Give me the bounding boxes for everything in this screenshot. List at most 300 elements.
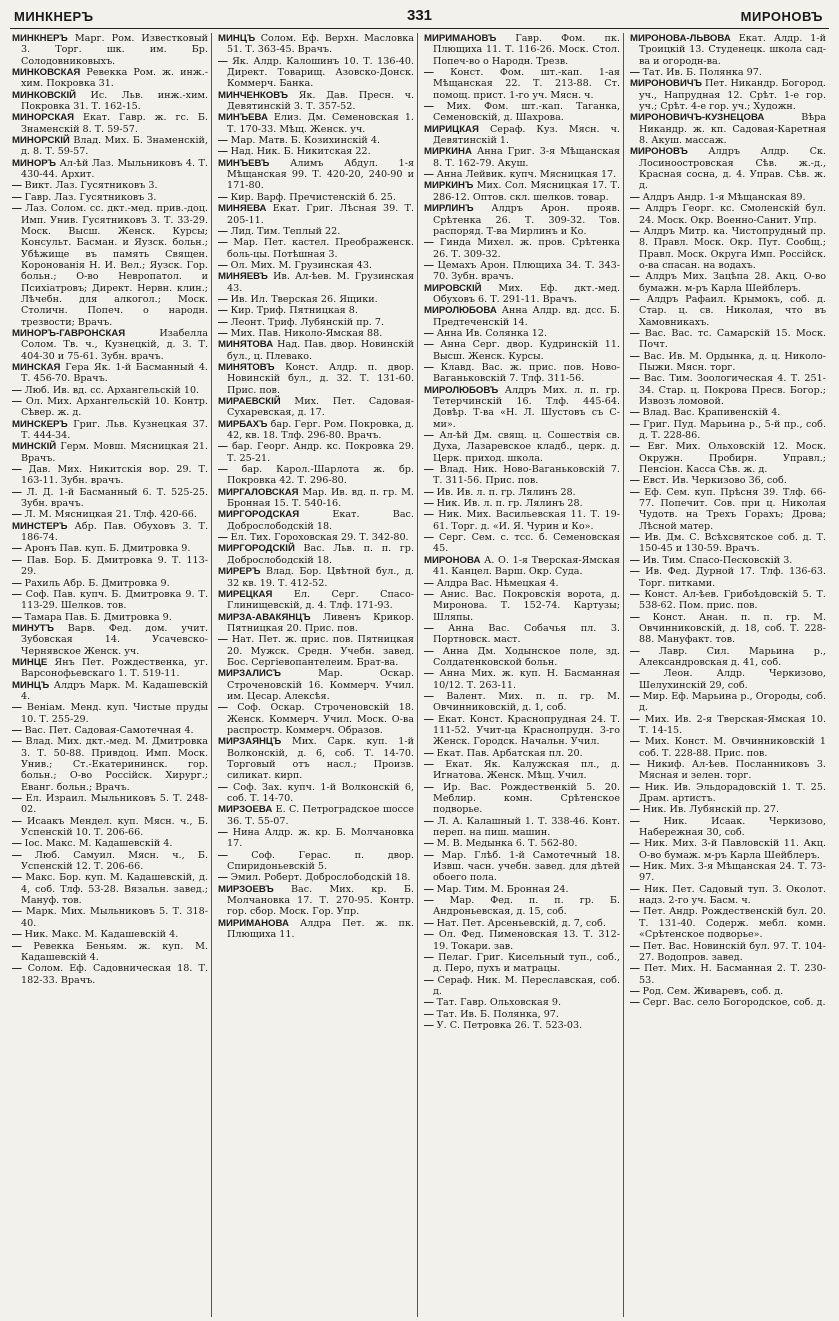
entry-details: Лид. Тим. Теплый 22.: [230, 225, 341, 237]
entry-surname: —: [630, 67, 640, 79]
entry-details: Влад. Мих. Б. Знаменскій, д. 8. Т. 59-57.: [21, 135, 208, 158]
entry-surname: —: [12, 793, 22, 805]
directory-entry: [218, 872, 414, 883]
directory-entry: [630, 838, 826, 861]
entry-details: Серг. Сем. с. тсс. б. Семеновская 45.: [433, 532, 620, 555]
entry-surname: —: [630, 327, 640, 339]
entry-surname: —: [424, 974, 434, 986]
directory-entry: [424, 385, 620, 430]
entry-surname: МИРОВСКІЙ: [424, 282, 482, 294]
entry-details: Екат. Гавр. ж. гс. Б. Знаменскій 8. Т. 59-57.: [21, 112, 208, 135]
entry-surname: —: [218, 441, 228, 453]
entry-surname: —: [12, 180, 22, 192]
entry-details: Ник. Мих. 3-я Мѣщанская 24. Т. 73-97.: [639, 861, 826, 884]
directory-entry: [424, 339, 620, 362]
directory-entry: [630, 419, 826, 442]
entry-details: Пет. Мих. Н. Басманная 2. Т. 230-53.: [639, 963, 826, 986]
directory-entry: [630, 33, 826, 67]
entry-details: Ел. Серг. Спасо-Глинищевскій, д. 4. Тлф. 171-93.: [227, 588, 414, 612]
entry-surname: МИНЯТОВА: [218, 339, 274, 351]
entry-surname: —: [630, 906, 640, 918]
entry-surname: —: [424, 929, 434, 941]
directory-entry: [218, 918, 414, 941]
entry-details: Алдръ Рафаил. Крымокъ, соб. д. Стар. ц. св. Николая, что въ Хамовникахъ.: [639, 293, 826, 328]
entry-details: Алдръ Арон. прояв. Срѣтенка 26. Т. 309-32. Тов. распоряд. Т-ва Мирлинъ и Ко.: [433, 203, 620, 237]
directory-entry: [218, 237, 414, 260]
entry-surname: МИРЗАЛИСЪ: [218, 668, 281, 680]
directory-entry: [12, 112, 208, 135]
directory-entry: [218, 566, 414, 589]
directory-entry: [424, 691, 620, 714]
entry-surname: МИРИЦКАЯ: [424, 123, 479, 135]
entry-surname: —: [630, 225, 640, 237]
entry-details: Анна Дм. Ходынское поле, зд. Солдатенковской больн.: [433, 645, 620, 668]
entry-surname: —: [218, 464, 228, 476]
directory-entry: [630, 566, 826, 589]
entry-surname: —: [218, 259, 228, 271]
entry-surname: МИРИМАНОВА: [218, 917, 289, 929]
directory-entry: [218, 441, 414, 464]
entry-surname: МИНЧЕНКОВЪ: [218, 89, 288, 101]
directory-entry: [630, 589, 826, 612]
entry-details: Аронъ Пав. куп. Б. Дмитровка 9.: [24, 543, 191, 555]
directory-entry: [424, 952, 620, 975]
entry-surname: —: [12, 396, 22, 407]
entry-surname: —: [424, 645, 434, 657]
entry-surname: —: [424, 101, 434, 113]
entry-details: Анна Серг. двор. Кудринскій 11. Высш. Женск. Курсы.: [433, 339, 620, 362]
entry-details: Мих. Пет. Садовая-Сухаревская, д. 17.: [227, 396, 414, 419]
entry-details: Ив. Ил. Тверская 26. Ящики.: [230, 293, 378, 305]
entry-details: Мар. Глѣб. 1-й Самотечный 18. Извш. часн. учебн. завед. для дѣтей обоего пола.: [433, 849, 620, 884]
entry-details: Ник. Мих. Васильевская 11. Т. 19-61. Торг. д. «И. Я. Чурин и Ко».: [433, 509, 620, 532]
directory-entry: [424, 589, 620, 623]
entry-details: Вас. Мих. кр. Б. Молчановка 17. Т. 270-95. Контр. гор. сбор. Моск. Гор. Упр.: [227, 883, 414, 918]
entry-surname: —: [630, 883, 640, 895]
entry-details: Екат. Алдр. 1-й Троицкій 13. Студенецк. школа сад-ва и огородн-ва.: [639, 33, 826, 67]
entry-details: Ал-ѣй Лаз. Мыльниковъ 4. Т. 430-44. Архит.: [21, 157, 208, 181]
entry-details: Макс. Бор. куп. М. Кадашевскій, д. 4, соб. Тлф. 53-28. Вязальн. завед.; Мануф. тов.: [21, 872, 208, 907]
directory-entry: [630, 861, 826, 884]
entry-surname: МИРГАЛОВСКАЯ: [218, 486, 299, 498]
directory-entry: [630, 351, 826, 374]
entry-surname: МИРЕРЪ: [218, 566, 261, 578]
directory-entry: [12, 90, 208, 113]
entry-surname: МИРЗАЯНЦЪ: [218, 736, 282, 748]
entry-surname: —: [12, 702, 22, 714]
entry-surname: —: [424, 997, 434, 1009]
entry-surname: —: [630, 441, 640, 453]
entry-details: Алдръ Мих. л. п. гр. Тетерчинскій 16. Тлф. 445-64. Довѣр. Т-ва «Н. Л. Шустовъ съ С-ми».: [433, 384, 620, 430]
entry-surname: —: [424, 713, 434, 725]
entry-details: Ник. Исаак. Черкизово, Набережная 30, соб.: [639, 815, 826, 839]
entry-details: Ол. Мих. М. Грузинская 43.: [230, 259, 372, 271]
entry-details: Мар. Оскар. Строченовскій 16. Коммерч. Учил. им. Цесар. Алексѣя.: [227, 668, 414, 702]
entry-surname: —: [630, 588, 640, 600]
entry-surname: МИНКОВСКАЯ: [12, 67, 81, 79]
directory-entry: [630, 532, 826, 555]
directory-entry: [218, 782, 414, 805]
entry-details: Пет. Никандр. Богород. уч., Напрудная 12. Срѣт. 1-е гор. уч.; Срѣт. 4-е гор. уч.; Художн.: [639, 78, 826, 113]
directory-entry: [12, 702, 208, 725]
entry-surname: —: [630, 997, 640, 1009]
directory-entry: [630, 226, 826, 271]
directory-entry: [12, 906, 208, 929]
directory-entry: [218, 339, 414, 362]
entry-details: Алдръ Марк. М. Кадашевскій 4.: [21, 679, 208, 702]
directory-entry: [218, 396, 414, 419]
entry-details: Григ. Пуд. Марьина р., 5-й пр., соб. д. Т. 228-86.: [639, 418, 826, 442]
entry-surname: —: [630, 191, 640, 203]
entry-surname: МИРЗОЕВЪ: [218, 883, 274, 895]
directory-entry: [12, 850, 208, 873]
entry-details: Пет. Андр. Рождественскій бул. 20. Т. 131-40. Содерж. мебл. комн. «Срѣтенское подворье».: [639, 906, 826, 941]
entry-surname: —: [218, 55, 228, 67]
entry-surname: —: [630, 861, 640, 873]
directory-entry: [218, 668, 414, 702]
entry-details: Над. Пав. двор. Новинскій бул., ц. Плевако.: [227, 339, 414, 362]
directory-entry: [424, 328, 620, 339]
directory-entry: [218, 612, 414, 635]
entry-surname: МИНСКЕРЪ: [12, 418, 68, 430]
entry-surname: МИРЛИНЪ: [424, 203, 474, 215]
entry-details: Клавд. Вас. ж. прис. пов. Ново-Ваганьковскій 7. Тлф. 311-56.: [433, 361, 620, 385]
entry-surname: —: [630, 407, 640, 419]
directory-entry: [12, 180, 208, 191]
entry-surname: МИНЪЕВЪ: [218, 157, 270, 169]
directory-entry: [12, 464, 208, 487]
entry-details: Алдръ Алдр. Ск. Лосиноостровская Сѣв. ж.-д., Красная сосна, д. 4. Управ. Сѣв. ж. д.: [639, 146, 826, 192]
entry-surname: —: [12, 838, 22, 850]
entry-details: Ревекка Беньям. ж. куп. М. Кадашевскій 4.: [21, 940, 208, 963]
entry-details: Ив. Дм. С. Всѣхсвятское соб. д. Т. 150-45 и 130-59. Врачъ.: [639, 532, 826, 555]
entry-surname: —: [12, 191, 22, 203]
directory-entry: [218, 146, 414, 157]
directory-entry: [12, 33, 208, 67]
directory-entry: [12, 135, 208, 158]
directory-entry: [218, 112, 414, 135]
entry-surname: —: [218, 293, 228, 305]
entry-details: Тат. Ив. Б. Полянка 97.: [642, 67, 762, 79]
directory-entry: [424, 668, 620, 691]
entry-surname: —: [424, 668, 434, 680]
entry-surname: МИРИМАНОВЪ: [424, 33, 497, 44]
directory-entry: [218, 884, 414, 918]
entry-surname: —: [424, 588, 434, 600]
entry-details: Конст. Алдр. п. двор. Новинскій бул., д. 32. Т. 131-60. Прис. пов.: [227, 361, 414, 396]
directory-entry: [424, 782, 620, 816]
directory-entry: [218, 271, 414, 294]
entry-surname: МИНКОВСКІЙ: [12, 89, 77, 101]
entry-surname: —: [424, 781, 434, 793]
entry-surname: МИРОНОВА-ЛЬВОВА: [630, 33, 731, 44]
entry-details: Ревекка Ром. ж. инж.-хим. Покровка 31.: [21, 67, 208, 90]
entry-details: Ив. Фед. Дурной 17. Тлф. 136-63. Торг. питками.: [639, 566, 826, 589]
entry-details: Мих. Сол. Мясницкая 17. Т. 286-12. Оптов. скл. шелков. товар.: [433, 180, 620, 203]
directory-entry: [630, 906, 826, 940]
entry-details: Ник. Макс. М. Кадашевскій 4.: [24, 929, 179, 941]
entry-surname: —: [630, 611, 640, 623]
entry-surname: МИНЯЕВЪ: [218, 271, 268, 283]
entry-surname: —: [218, 872, 228, 884]
entry-details: Анна Лейвик. купч. Мясницкая 17.: [436, 169, 617, 181]
entry-details: Ис. Льв. инж.-хим. Покровка 31. Т. 162-15.: [21, 89, 208, 113]
directory-entry: [424, 759, 620, 782]
entry-details: Эмил. Роберт. Доброслободскій 18.: [230, 872, 411, 884]
page-header: [10, 6, 829, 29]
entry-surname: —: [424, 1019, 434, 1031]
entry-details: Вас. Тим. Зоологическая 4. Т. 251-34. Стар. ц. Покрова Пресв. Богор.; Извозъ ломовой.: [639, 373, 826, 407]
directory-entry: [218, 362, 414, 396]
directory-entry: [424, 67, 620, 101]
entry-surname: —: [630, 804, 640, 816]
entry-surname: —: [424, 237, 434, 249]
directory-entry: [218, 203, 414, 226]
entry-surname: —: [218, 135, 228, 147]
directory-entry: [12, 680, 208, 703]
directory-entry: [12, 192, 208, 203]
directory-entry: [218, 294, 414, 305]
entry-surname: —: [12, 815, 22, 827]
entry-details: Леон. Алдр. Черкизово, Шелухинскій 29, соб.: [639, 668, 826, 691]
entry-surname: МИНОРЪ-ГАВРОНСКАЯ: [12, 327, 126, 339]
directory-entry: [630, 941, 826, 964]
entry-details: Дав. Мих. Никитскія вор. 29. Т. 163-11. Зубн. врачъ.: [21, 464, 208, 487]
entry-details: Ол. Мих. Архангельскій 10. Контр. Сѣвер. ж. д.: [21, 396, 208, 419]
column-1: [10, 33, 212, 1317]
entry-details: Тамара Пав. Б. Дмитровка 9.: [24, 611, 172, 623]
entry-details: Викт. Лаз. Гусятниковъ 3.: [24, 180, 158, 192]
entry-details: Елиз. Дм. Семеновская 1. Т. 170-33. Мѣщ. Женск. уч.: [227, 112, 414, 135]
entry-surname: —: [12, 509, 22, 521]
entry-surname: —: [218, 237, 228, 249]
entry-surname: —: [424, 259, 434, 271]
entry-surname: —: [12, 203, 22, 215]
entry-details: Цемахъ Арон. Плющиха 34. Т. 343-70. Зубн. врачъ.: [433, 259, 620, 283]
directory-entry: [218, 736, 414, 781]
entry-surname: —: [424, 339, 434, 351]
entry-details: А. О. 1-я Тверская-Ямская 41. Канцел. Варш. Окр. Суда.: [433, 554, 620, 578]
directory-entry: [12, 793, 208, 816]
entry-surname: —: [424, 895, 434, 907]
directory-entry: [630, 986, 826, 997]
entry-details: Тат. Ив. Б. Полянка, 97.: [436, 1008, 559, 1020]
entry-details: Пав. Бор. Б. Дмитровка 9. Т. 113-29.: [21, 554, 208, 578]
entry-surname: —: [424, 690, 434, 702]
directory-entry: [424, 283, 620, 306]
directory-entry: [218, 260, 414, 271]
entry-details: Янъ Пет. Рождественка, уг. Варсонофьевскаго 1. Т. 519-11.: [21, 656, 208, 680]
entry-surname: —: [630, 486, 640, 498]
directory-entry: [424, 498, 620, 509]
directory-entry: [424, 714, 620, 748]
entry-surname: —: [218, 849, 228, 861]
entry-surname: МИРОНОВИЧЪ: [630, 78, 702, 90]
directory-entry: [630, 294, 826, 328]
entry-surname: —: [424, 1008, 434, 1020]
entry-surname: МИРОНОВА: [424, 554, 481, 566]
entry-surname: —: [12, 929, 22, 941]
entry-details: Сераф. Куз. Мясн. ч. Девятинскій 1.: [433, 123, 620, 147]
entry-details: Сераф. Ник. М. Переславская, соб. д.: [433, 974, 620, 997]
entry-surname: —: [630, 475, 640, 487]
entry-surname: МИНСКАЯ: [12, 361, 61, 373]
entry-details: Гинда Михел. ж. пров. Срѣтенка 26. Т. 309-32.: [433, 237, 620, 260]
entry-details: Ал-ѣй Дм. свящ. ц. Сошествія св. Духа, Лазаревское кладб., церк. д. Церк. приход. школа.: [433, 430, 620, 464]
entry-surname: МИРКИНЪ: [424, 180, 474, 192]
directory-entry: [630, 146, 826, 191]
directory-entry: [424, 997, 620, 1008]
directory-entry: [424, 124, 620, 147]
entry-details: Ник. Ив. Лубянскій пр. 27.: [642, 804, 780, 816]
directory-entry: [630, 816, 826, 839]
entry-surname: —: [218, 634, 228, 646]
directory-entry: [12, 816, 208, 839]
entry-surname: —: [218, 781, 228, 793]
entry-surname: —: [630, 668, 640, 680]
entry-details: Леонт. Триф. Лубянскій пр. 7.: [230, 316, 385, 328]
entry-details: Гавр. Лаз. Гусятниковъ 3.: [24, 191, 157, 203]
directory-entry: [630, 804, 826, 815]
directory-entry: [218, 509, 414, 532]
directory-entry: [630, 328, 826, 351]
entry-surname: —: [12, 554, 22, 566]
directory-entry: [218, 543, 414, 566]
directory-entry: [12, 158, 208, 181]
entry-details: Ник. Ив. Эльдорадовскій 1. Т. 25. Драм. артистъ.: [639, 781, 826, 805]
entry-surname: МИНОРСКІЙ: [12, 135, 70, 147]
directory-entry: [12, 623, 208, 657]
entry-details: Гера Як. 1-й Басманный 4. Т. 456-70. Врачъ.: [21, 361, 208, 385]
directory-entry: [218, 464, 414, 487]
entry-surname: —: [630, 963, 640, 975]
entry-details: Екат. Пав. Арбатская пл. 20.: [436, 747, 583, 759]
entry-surname: —: [424, 486, 434, 498]
directory-entry: [424, 33, 620, 67]
entry-details: Серг. Вас. село Богородское, соб. д.: [642, 997, 826, 1009]
header-left-keyword: МИНКНЕРЪ: [14, 9, 94, 24]
entry-details: Род. Сем. Живаревъ, соб. д.: [642, 985, 784, 997]
entry-details: Ник. Мих. 3-й Павловскій 11. Акц. О-во бумаж. м-ръ Карла Шейблеръ.: [639, 838, 826, 861]
entry-details: Вас. Вас. тс. Самарскій 15. Моск. Почт.: [639, 327, 826, 351]
entry-surname: —: [424, 622, 434, 634]
entry-surname: —: [630, 985, 640, 997]
entry-details: Конст. Ал-ѣев. Грибоѣдовскій 5. Т. 538-62. Пом. прис. пов.: [639, 588, 826, 612]
directory-entry: [12, 838, 208, 849]
entry-surname: —: [12, 940, 22, 952]
entry-details: Изабелла Солом. Тв. ч., Кузнецкій, д. 3. Т. 404-30 и 75-61. Зубн. врачъ.: [21, 327, 208, 362]
entry-details: Григ. Льв. Кузнецкая 37. Т. 444-34.: [21, 418, 208, 442]
directory-entry: [12, 203, 208, 328]
directory-entry: [12, 725, 208, 736]
entry-details: Евст. Ив. Черкизово 36, соб.: [642, 475, 787, 487]
entry-details: Мих. Конст. М. Овчинниковскій 1 соб. Т. 228-88. Прис. пов.: [639, 736, 826, 759]
directory-entry: [218, 532, 414, 543]
entry-details: Влад. Бор. Цвѣтной бул., д. 32 кв. 19. Т. 412-52.: [227, 566, 414, 589]
directory-entry: [630, 668, 826, 691]
entry-surname: —: [424, 169, 434, 181]
entry-surname: —: [218, 532, 228, 544]
entry-surname: МИРГОРОДСКІЙ: [218, 543, 295, 555]
directory-entry: [218, 56, 414, 90]
directory-entry: [218, 33, 414, 56]
entry-surname: —: [218, 702, 228, 714]
directory-entry: [424, 237, 620, 260]
directory-entry: [424, 850, 620, 884]
entry-surname: —: [12, 736, 22, 748]
entry-surname: МИНУТЪ: [12, 622, 54, 634]
directory-entry: [630, 997, 826, 1008]
directory-entry: [218, 317, 414, 328]
directory-entry: [12, 328, 208, 362]
directory-entry: [630, 373, 826, 407]
directory-entry: [424, 748, 620, 759]
entry-details: Соф. Герас. п. двор. Спиридоньевскій 5.: [227, 849, 414, 873]
entry-details: Л. М. Мясницкая 21. Тлф. 420-66.: [24, 509, 197, 521]
entry-surname: —: [630, 554, 640, 566]
entry-details: Л. А. Калашный 1. Т. 338-46. Конт. переп. на пиш. машин.: [433, 815, 620, 839]
directory-entry: [218, 158, 414, 192]
entry-details: Ив. Тим. Спасо-Песковскій 3.: [642, 554, 793, 566]
directory-entry: [424, 362, 620, 385]
entry-surname: МИРОЛЮБОВЪ: [424, 384, 499, 396]
entry-surname: МИНСКІЙ: [12, 441, 57, 453]
directory-entry: [218, 192, 414, 203]
entry-surname: МИРЕЦКАЯ: [218, 588, 273, 600]
entry-details: Конст. Анан. п. п. гр. М. Овчинниковскій, д. 18, соб. Т. 228-88. Мануфакт. тов.: [639, 611, 826, 646]
entry-surname: —: [630, 532, 640, 544]
entry-details: Анна Вас. Собачья пл. 3. Портновск. маст.: [433, 622, 620, 646]
entry-details: Лаз. Солом. сс. дкт.-мед. прив.-доц. Имп. Унив. Гусятниковъ 3. Т. 33-29. Моск. Высш. Женск. Курсы; Консульт. Басман. и Яузск. больн.; Убѣжище въ память Священ. Коронованія Н. И. Вел.; Яузск. Гор. больн.; О-во Невропатол. и Психіатровъ; Директ. Нервн. клин.; Лѣчебн. для алкогол.; Моск. Столичн. Попеч. о народн. трезвости; Врачъ.: [21, 203, 208, 328]
entry-surname: МИНОРСКАЯ: [12, 112, 75, 124]
entry-details: Алдра Пет. ж. пк. Плющиха 11.: [227, 917, 414, 941]
entry-details: Влад. Вас. Крапивенскій 4.: [642, 407, 781, 419]
entry-details: Нат. Пет. Арсеньевскій, д. 7, соб.: [436, 917, 606, 929]
directory-entry: [218, 419, 414, 442]
entry-surname: МИРБАХЪ: [218, 418, 268, 430]
entry-surname: —: [218, 191, 228, 203]
directory-entry: [424, 169, 620, 180]
page-number: 331: [406, 7, 433, 24]
entry-details: Е. С. Петроградское шоссе 36. Т. 55-07.: [227, 804, 414, 827]
entry-details: Ол. Фед. Пименовская 13. Т. 312-19. Токари. зав.: [433, 929, 620, 952]
entry-surname: МИНОРЪ: [12, 157, 57, 169]
directory-entry: [424, 555, 620, 578]
entry-surname: —: [630, 781, 640, 793]
entry-details: Пет. Вас. Новинскій бул. 97. Т. 104-27. Водопров. завед.: [639, 940, 826, 963]
directory-entry: [424, 464, 620, 487]
entry-details: Ел. Израил. Мыльниковъ 5. Т. 248-02.: [21, 793, 208, 816]
entry-surname: —: [630, 350, 640, 362]
entry-surname: —: [424, 509, 434, 521]
entry-surname: МИРАЕВСКІЙ: [218, 396, 281, 407]
entry-surname: —: [630, 940, 640, 952]
directory-entry: [630, 759, 826, 782]
entry-details: У. С. Петровка 26. Т. 523-03.: [436, 1019, 583, 1031]
directory-entry: [630, 475, 826, 486]
directory-entry: [12, 657, 208, 680]
directory-entry: [630, 112, 826, 146]
entry-details: Л. Д. 1-й Басманный 6. Т. 525-25. Зубн. врачъ.: [21, 486, 208, 510]
entry-surname: —: [12, 906, 22, 918]
entry-details: Мих. Ив. 2-я Тверская-Ямская 10. Т. 14-15.: [639, 713, 826, 736]
directory-entry: [630, 407, 826, 418]
entry-details: Мар. Матв. Б. Козихинскій 4.: [230, 135, 381, 147]
entry-details: Еф. Сем. куп. Прѣсня 39. Тлф. 66-77. Попечит. Сов. при ц. Николая Чудотв. на Трехъ Горахъ; Дрова; Лѣсной матер.: [639, 486, 826, 532]
entry-surname: —: [630, 566, 640, 578]
column-4: [628, 33, 829, 1317]
directory-entry: [424, 430, 620, 464]
